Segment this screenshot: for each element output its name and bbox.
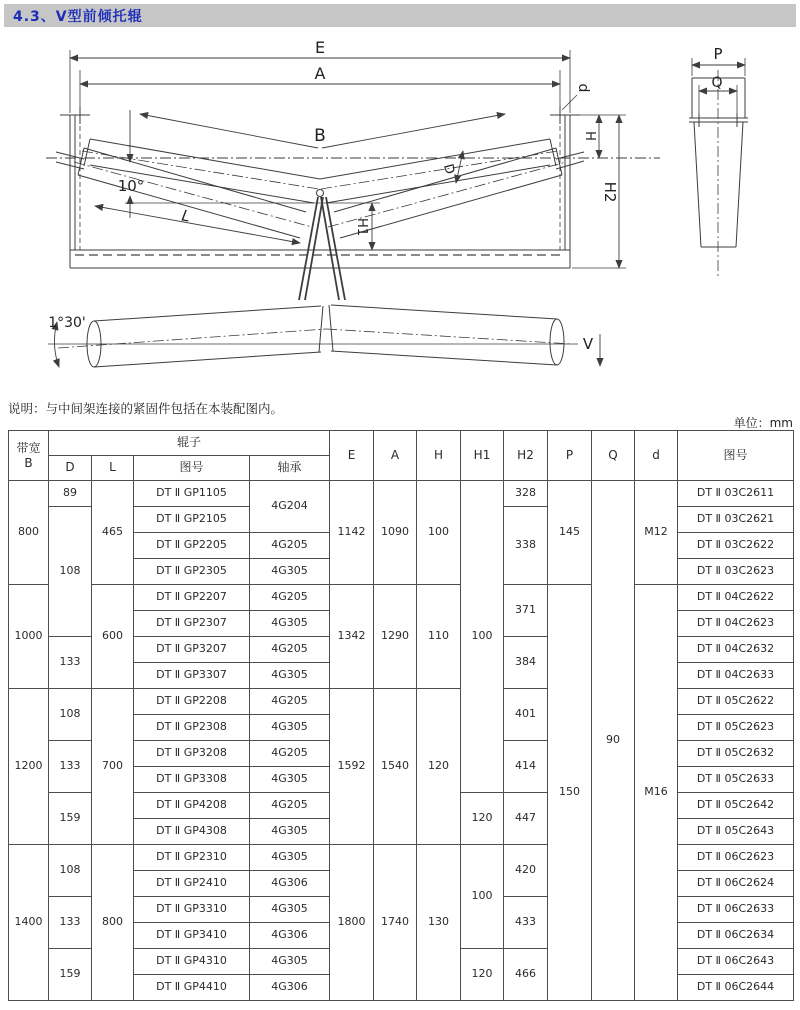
cell-roller-figure: DT Ⅱ GP4208 [134, 793, 250, 819]
cell-bearing: 4G205 [250, 533, 330, 559]
cell-H1: 120 [461, 793, 504, 845]
cell-figure: DT Ⅱ 06C2643 [678, 949, 794, 975]
cell-roller-figure: DT Ⅱ GP2310 [134, 845, 250, 871]
table-row [9, 481, 794, 507]
cell-bearing: 4G306 [250, 871, 330, 897]
col-header-H1: H1 [461, 431, 504, 481]
cell-d: M16 [635, 585, 678, 1001]
dim-label-E: E [314, 38, 326, 57]
cell-D: 133 [49, 897, 92, 949]
cell-bearing: 4G305 [250, 559, 330, 585]
assembly-note: 说明：与中间架连接的紧固件包括在本装配图内。 [8, 401, 284, 416]
technical-drawing [0, 0, 800, 400]
cell-D: 159 [49, 793, 92, 845]
center-stand [299, 197, 345, 300]
cell-roller-figure: DT Ⅱ GP3307 [134, 663, 250, 689]
cell-H: 100 [417, 481, 461, 585]
cell-bearing: 4G205 [250, 637, 330, 663]
dim-label-H1: H1 [354, 217, 369, 237]
col-header-H2: H2 [504, 431, 548, 481]
cell-A: 1540 [374, 689, 417, 845]
cell-roller-figure: DT Ⅱ GP4410 [134, 975, 250, 1001]
cell-roller-figure: DT Ⅱ GP3208 [134, 741, 250, 767]
cell-figure: DT Ⅱ 05C2643 [678, 819, 794, 845]
col-header-L: L [92, 456, 134, 481]
cell-bearing: 4G205 [250, 793, 330, 819]
cell-figure: DT Ⅱ 04C2622 [678, 585, 794, 611]
cell-figure: DT Ⅱ 06C2644 [678, 975, 794, 1001]
cell-bearing: 4G305 [250, 845, 330, 871]
cell-D: 108 [49, 689, 92, 741]
cell-bearing: 4G305 [250, 949, 330, 975]
cell-roller-figure: DT Ⅱ GP2208 [134, 689, 250, 715]
cell-figure: DT Ⅱ 03C2622 [678, 533, 794, 559]
dim-label-D: D [439, 162, 458, 176]
col-header-H: H [417, 431, 461, 481]
cell-H2: 414 [504, 741, 548, 793]
dim-label-A: A [314, 64, 326, 83]
cell-D: 159 [49, 949, 92, 1001]
cell-H1: 120 [461, 949, 504, 1001]
dim-line-B [140, 114, 318, 148]
cell-roller-figure: DT Ⅱ GP2410 [134, 871, 250, 897]
col-header-bandwidth: 带宽 B [9, 431, 49, 481]
cell-E: 1142 [330, 481, 374, 585]
cell-H2: 338 [504, 507, 548, 585]
cell-figure: DT Ⅱ 03C2611 [678, 481, 794, 507]
cell-bearing: 4G305 [250, 897, 330, 923]
cell-E: 1342 [330, 585, 374, 689]
cell-D: 108 [49, 507, 92, 637]
cell-figure: DT Ⅱ 04C2633 [678, 663, 794, 689]
cell-figure: DT Ⅱ 04C2632 [678, 637, 794, 663]
cell-figure: DT Ⅱ 05C2622 [678, 689, 794, 715]
cell-figure: DT Ⅱ 06C2633 [678, 897, 794, 923]
page-title: 4.3、V型前倾托辊 [13, 8, 143, 25]
cell-A: 1290 [374, 585, 417, 689]
col-header-roller: 辊子 [49, 431, 330, 456]
cell-bearing: 4G205 [250, 741, 330, 767]
cell-bearing: 4G306 [250, 923, 330, 949]
cell-D: 133 [49, 637, 92, 689]
col-header-d: d [635, 431, 678, 481]
cell-figure: DT Ⅱ 05C2642 [678, 793, 794, 819]
cell-bearing: 4G305 [250, 663, 330, 689]
cell-bearing: 4G306 [250, 975, 330, 1001]
cell-H1: 100 [461, 845, 504, 949]
cell-figure: DT Ⅱ 03C2623 [678, 559, 794, 585]
cell-E: 1592 [330, 689, 374, 845]
cell-D: 108 [49, 845, 92, 897]
table-row [9, 585, 794, 611]
cell-bearing: 4G305 [250, 819, 330, 845]
cell-D: 89 [49, 481, 92, 507]
cell-H2: 447 [504, 793, 548, 845]
cell-H2: 466 [504, 949, 548, 1001]
col-header-roller-figure: 图号 [134, 456, 250, 481]
cell-Q: 90 [592, 481, 635, 1001]
dim-label-H: H [582, 131, 597, 141]
cell-E: 1800 [330, 845, 374, 1001]
col-header-E: E [330, 431, 374, 481]
dim-label-Q: Q [711, 75, 723, 91]
cell-bearing: 4G305 [250, 767, 330, 793]
cell-H2: 384 [504, 637, 548, 689]
dim-label-d: d [575, 83, 591, 93]
cell-D: 133 [49, 741, 92, 793]
cell-roller-figure: DT Ⅱ GP2105 [134, 507, 250, 533]
cell-bearing: 4G305 [250, 715, 330, 741]
cell-L: 700 [92, 689, 134, 845]
cell-H1: 100 [461, 481, 504, 793]
cell-bandwidth: 1000 [9, 585, 49, 689]
cell-roller-figure: DT Ⅱ GP2205 [134, 533, 250, 559]
cell-figure: DT Ⅱ 05C2633 [678, 767, 794, 793]
cell-A: 1090 [374, 481, 417, 585]
unit-label: 单位：mm [733, 416, 793, 430]
cell-bearing: 4G305 [250, 611, 330, 637]
cell-figure: DT Ⅱ 05C2623 [678, 715, 794, 741]
cell-figure: DT Ⅱ 06C2623 [678, 845, 794, 871]
cell-roller-figure: DT Ⅱ GP3310 [134, 897, 250, 923]
cell-H: 110 [417, 585, 461, 689]
cell-roller-figure: DT Ⅱ GP4310 [134, 949, 250, 975]
cell-H2: 420 [504, 845, 548, 897]
cell-bandwidth: 800 [9, 481, 49, 585]
cell-H2: 371 [504, 585, 548, 637]
cell-L: 465 [92, 481, 134, 585]
col-header-D: D [49, 456, 92, 481]
cell-roller-figure: DT Ⅱ GP2305 [134, 559, 250, 585]
col-header-figure: 图号 [678, 431, 794, 481]
cell-P: 145 [548, 481, 592, 585]
cell-roller-figure: DT Ⅱ GP3308 [134, 767, 250, 793]
dim-label-V: V [582, 335, 594, 353]
cell-L: 800 [92, 845, 134, 1001]
cell-H2: 433 [504, 897, 548, 949]
cell-figure: DT Ⅱ 04C2623 [678, 611, 794, 637]
cell-roller-figure: DT Ⅱ GP2207 [134, 585, 250, 611]
cell-H2: 401 [504, 689, 548, 741]
cell-roller-figure: DT Ⅱ GP2308 [134, 715, 250, 741]
cell-roller-figure: DT Ⅱ GP3410 [134, 923, 250, 949]
dim-line-L [95, 206, 300, 243]
dim-label-angle: 10° [117, 177, 145, 195]
cell-bearing: 4G204 [250, 481, 330, 533]
col-header-Q: Q [592, 431, 635, 481]
cell-H: 120 [417, 689, 461, 845]
cell-figure: DT Ⅱ 06C2634 [678, 923, 794, 949]
cell-figure: DT Ⅱ 05C2632 [678, 741, 794, 767]
dim-label-P: P [713, 45, 723, 63]
cell-bearing: 4G205 [250, 689, 330, 715]
cell-figure: DT Ⅱ 06C2624 [678, 871, 794, 897]
dim-label-tilt: 1°30' [48, 315, 86, 331]
col-header-P: P [548, 431, 592, 481]
dim-label-H2: H2 [601, 181, 619, 203]
cell-A: 1740 [374, 845, 417, 1001]
cell-bandwidth: 1200 [9, 689, 49, 845]
cell-bandwidth: 1400 [9, 845, 49, 1001]
col-header-bearing: 轴承 [250, 456, 330, 481]
cell-figure: DT Ⅱ 03C2621 [678, 507, 794, 533]
cell-roller-figure: DT Ⅱ GP1105 [134, 481, 250, 507]
dim-label-L: L [180, 206, 192, 226]
col-header-A: A [374, 431, 417, 481]
cell-P: 150 [548, 585, 592, 1001]
cell-H2: 328 [504, 481, 548, 507]
spec-table [8, 430, 794, 1001]
dim-label-B: B [314, 126, 326, 146]
cell-roller-figure: DT Ⅱ GP4308 [134, 819, 250, 845]
cell-L: 600 [92, 585, 134, 689]
cell-roller-figure: DT Ⅱ GP3207 [134, 637, 250, 663]
cell-H: 130 [417, 845, 461, 1001]
cell-d: M12 [635, 481, 678, 585]
cell-bearing: 4G205 [250, 585, 330, 611]
cell-roller-figure: DT Ⅱ GP2307 [134, 611, 250, 637]
